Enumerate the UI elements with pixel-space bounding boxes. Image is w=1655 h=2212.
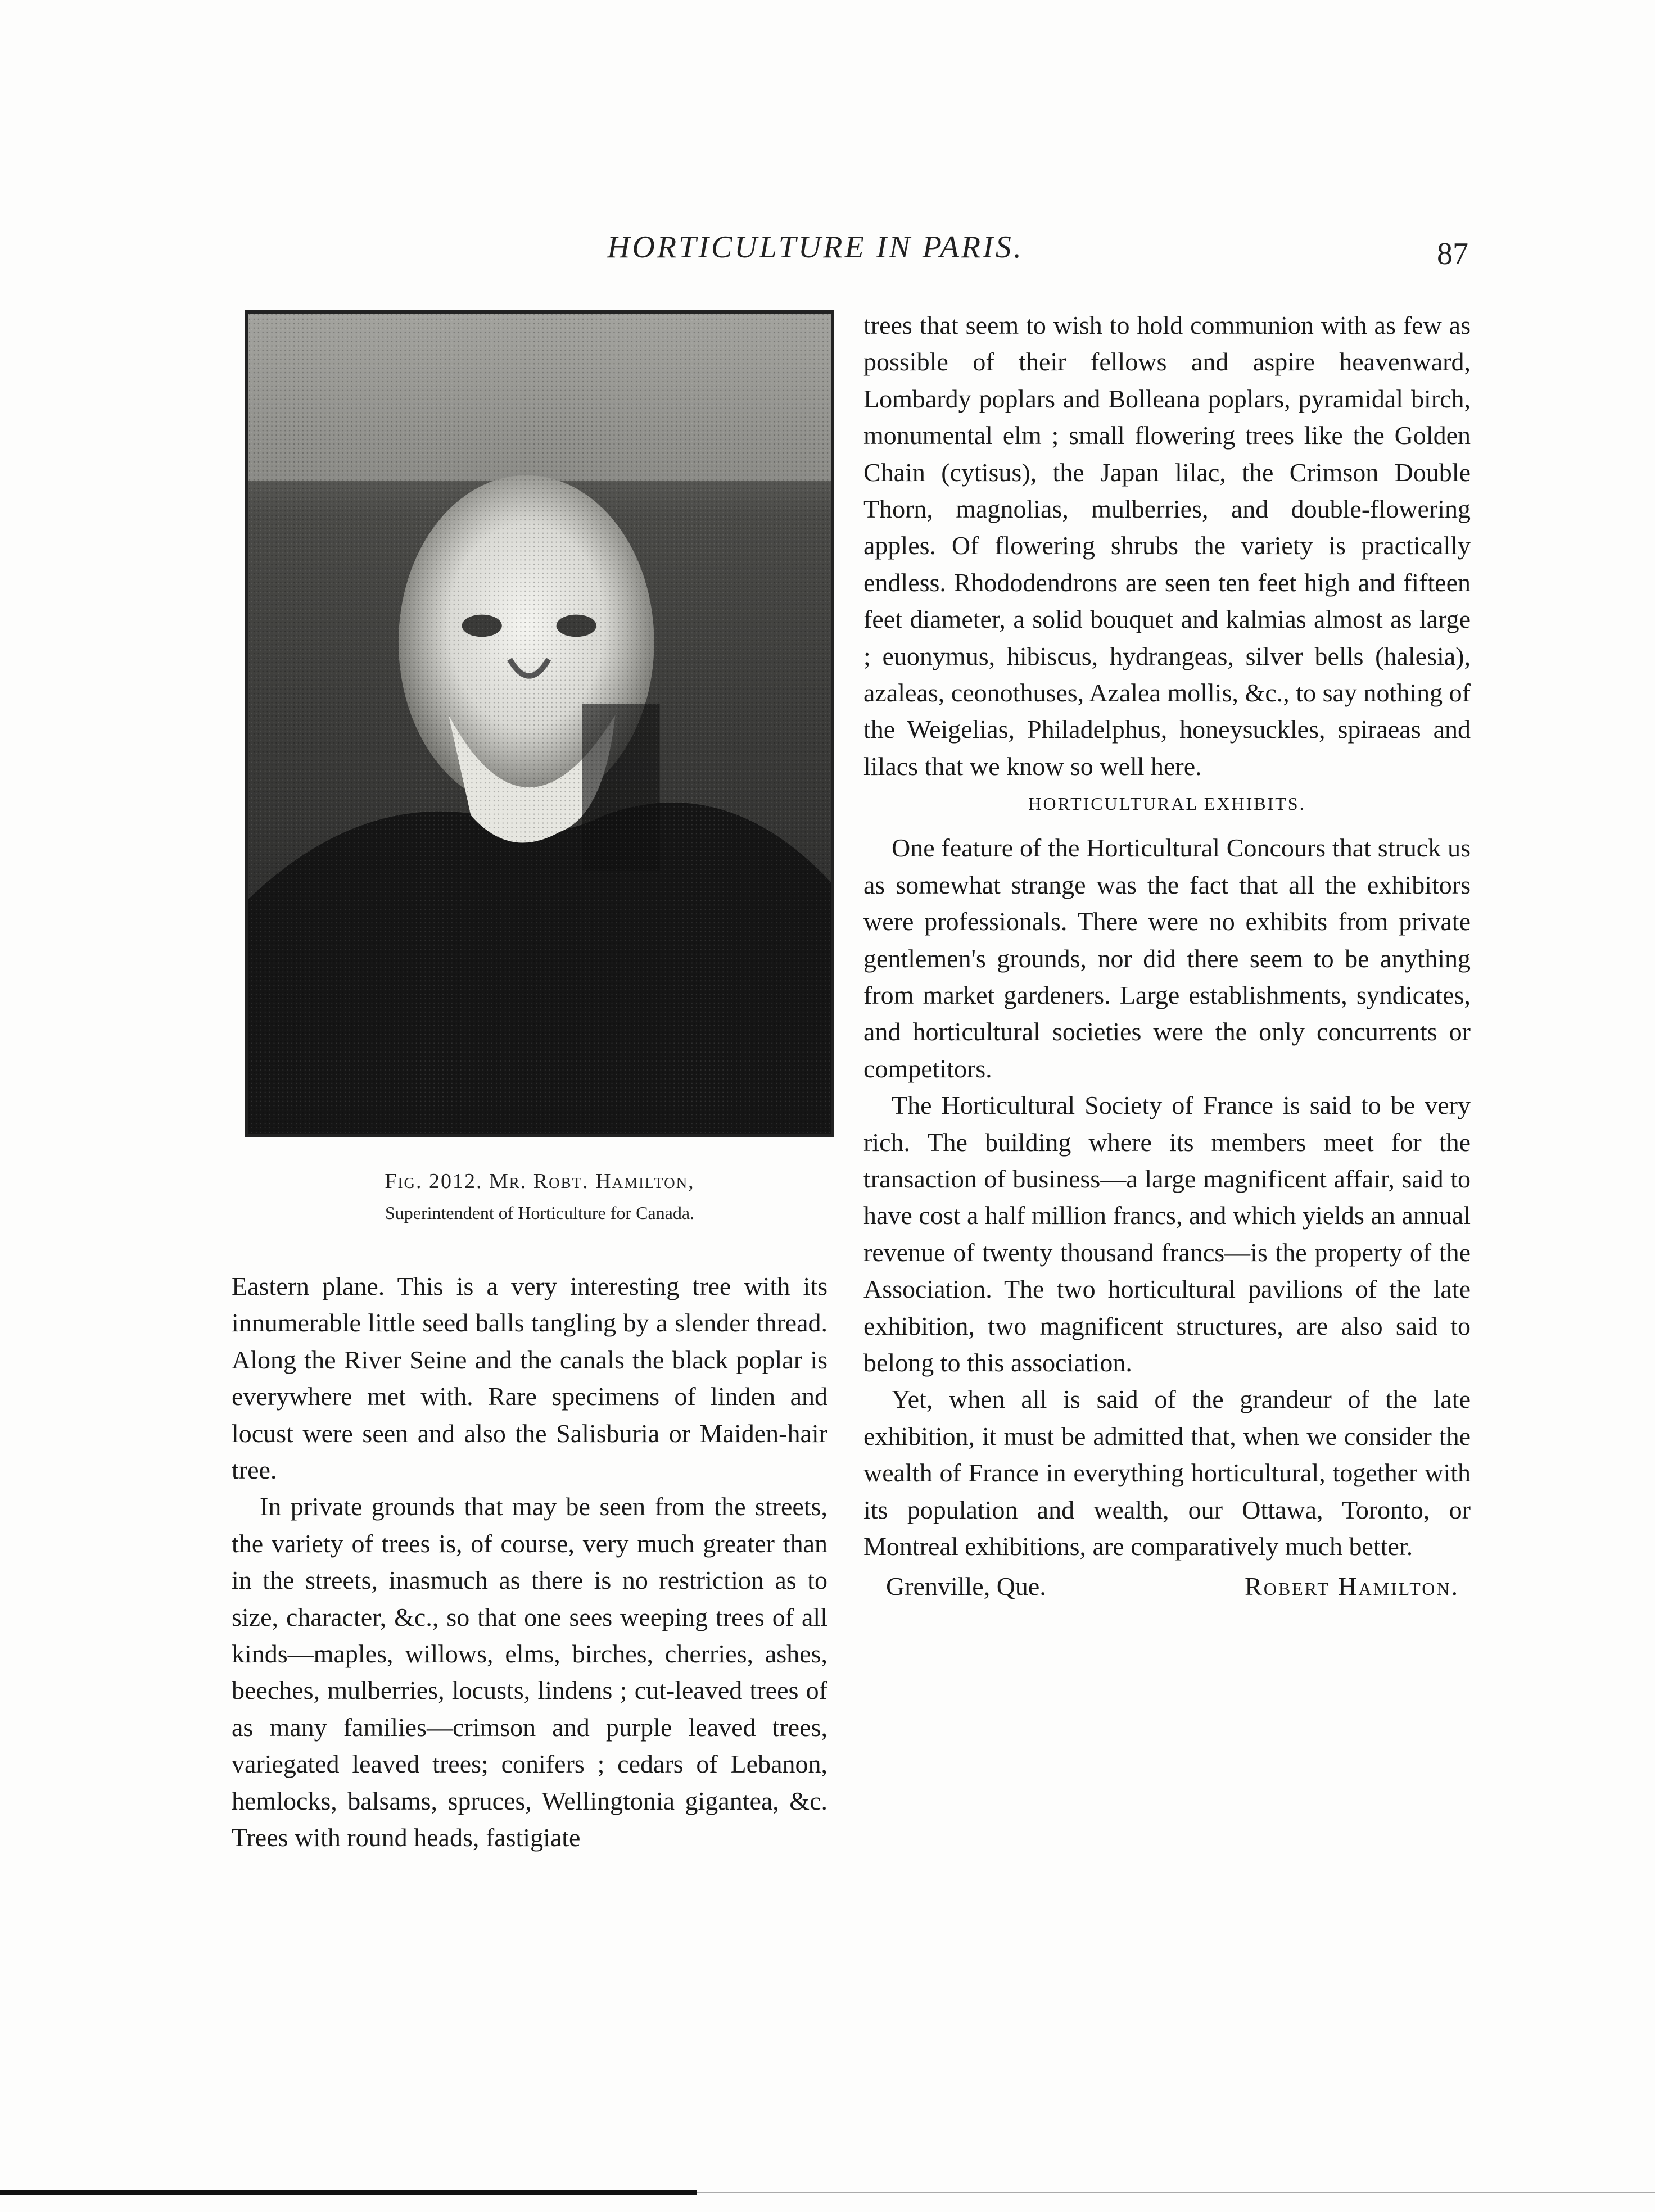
signature (863, 1568, 1471, 1604)
figure-caption-subtitle: Superintendent of Horticulture for Canada. (385, 1203, 695, 1223)
right-column (863, 307, 1471, 1605)
scan-edge-line (697, 2192, 1655, 2193)
paragraph: trees that seem to wish to hold communion with as few as possible of their fellows and aspire heavenward, Lombardy poplars and Bolleana poplars, pyramidal birch, monumental elm ; small flowering trees like the Golden Chain (cytisus), the Japan lilac, the Crimson Double Thorn, magnolias, mulberries, and double-flowering apples. Of flowering shrubs the variety is practically endless. Rhododendrons are seen ten feet high and fifteen feet diameter, a solid bouquet and kalmias almost as large ; euonymus, hibiscus, hydrangeas, silver bells (halesia), azaleas, ceonothuses, Azalea mollis, &c., to say nothing of the Weigelias, Philadelphus, honeysuckles, spiraeas and lilacs that we know so well here. (863, 311, 1471, 781)
paragraph: In private grounds that may be seen from the streets, the variety of trees is, of course, very much greater than in the streets, inasmuch as there is no restriction as to size, character, &c., so that one sees weeping trees of all kinds—maples, willows, elms, birches, cherries, ashes, beeches, mulberries, locusts, lindens ; cut-leaved trees of as many families—crimson and purple leaved trees, variegated leaved trees; conifers ; cedars of Lebanon, hemlocks, balsams, spruces, Wellingtonia gigantea, &c. Trees with round heads, fastigiate (232, 1492, 828, 1852)
paragraph: The Horticultural Society of France is said to be very rich. The building where its members meet for the transaction of business—a large magnificent affair, said to have cost a half million francs, and which yields an annual revenue of twenty thousand francs—is the property of the Association. The two horticultural pavilions of the late exhibition, two magnificent structures, are also said to belong to this association. (863, 1091, 1471, 1377)
running-title: HORTICULTURE IN PARIS. (607, 230, 1024, 265)
page-number: 87 (1437, 237, 1468, 271)
left-column (232, 1268, 828, 1856)
portrait-photo (248, 314, 831, 1134)
paragraph: Yet, when all is said of the grandeur of the late exhibition, it must be admitted that, when we consider the wealth of France in everything horticultural, together with its population and wealth, our Ottawa, Toronto, or Montreal exhibitions, are comparatively much better. (863, 1385, 1471, 1561)
section-heading: HORTICULTURAL EXHIBITS. (1028, 794, 1306, 814)
figure-caption-title: Fig. 2012. Mr. Robt. Hamilton, (385, 1170, 695, 1193)
signature-place: Grenville, Que. (886, 1572, 1046, 1601)
signature-author: Robert Hamilton. (1245, 1572, 1459, 1601)
scan-edge (0, 2190, 697, 2195)
portrait-figure (245, 310, 834, 1137)
paragraph: Eastern plane. This is a very interesting tree with its innumerable little seed balls tangling by a slender thread. Along the River Seine and the canals the black poplar is everywhere met with. Rare specimens of linden and locust were seen and also the Salisburia or Maiden-hair tree. (232, 1272, 828, 1485)
paragraph: One feature of the Horticultural Concours that struck us as somewhat strange was the fact that all the exhibitors were professionals. There were no exhibits from private gentlemen's grounds, nor did there seem to be anything from market gardeners. Large establishments, syndicates, and horticultural societies were the only concurrents or competitors. (863, 833, 1471, 1083)
